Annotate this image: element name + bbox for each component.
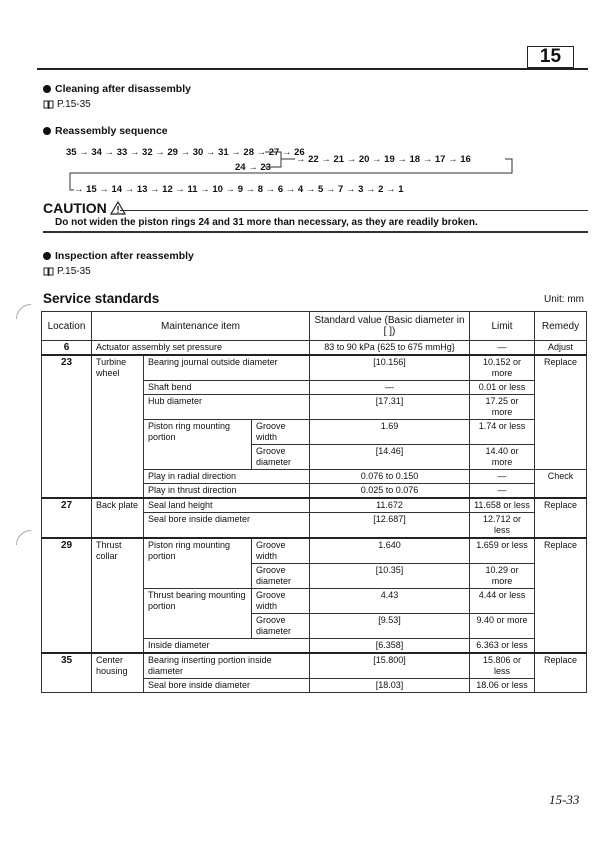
cell-subitem: Groove diameter [252,445,310,470]
cell-limit: 10.29 or more [470,564,535,589]
cell-limit: 17.25 or more [470,395,535,420]
caution-title: CAUTION [43,200,107,216]
header-limit: Limit [470,312,535,341]
sequence-line-3: → 15 → 14 → 13 → 12 → 11 → 10 → 9 → 8 → 6 → 4 → 5 → 7 → 3 → 2 → 1 [74,184,404,195]
cell-limit: 9.40 or more [470,614,535,639]
cell-standard: 83 to 90 kPa {625 to 675 mmHg} [310,341,470,356]
cell-limit: — [470,470,535,484]
warning-triangle-icon [110,201,126,215]
cell-item: Seal bore inside diameter [144,513,310,539]
cell-limit: 4.44 or less [470,589,535,614]
page-number: 15-33 [549,792,580,807]
cell-limit: 14.40 or more [470,445,535,470]
cell-part: Thrust collar [92,538,144,653]
cell-standard: 4.43 [310,589,470,614]
inspection-ref[interactable] [43,266,91,277]
cell-location: 6 [42,341,92,356]
cell-item: Bearing journal outside diameter [144,355,310,381]
cell-subitem: Groove width [252,420,310,445]
cell-subitem: Groove width [252,589,310,614]
cell-limit: — [470,341,535,356]
cell-subitem: Groove diameter [252,614,310,639]
unit-label: Unit: mm [544,294,584,305]
cell-location: 29 [42,538,92,653]
cell-item: Thrust bearing mounting portion [144,589,252,639]
sequence-line-1b: 24 → 23 [235,162,271,173]
cell-item: Actuator assembly set pressure [92,341,310,356]
inspection-title: Inspection after reassembly [55,250,194,262]
cell-location: 35 [42,653,92,693]
cell-item: Inside diameter [144,639,310,654]
cell-limit: 12.712 or less [470,513,535,539]
table-row [42,341,587,356]
cell-standard: [14.46] [310,445,470,470]
cell-item: Seal bore inside diameter [144,679,310,693]
cell-remedy: Check [535,470,587,499]
header-location: Location [42,312,92,341]
margin-mark [16,530,31,545]
cell-item: Bearing inserting portion inside diameter [144,653,310,679]
cell-remedy: Replace [535,653,587,693]
service-standards-title: Service standards [43,291,160,306]
table-header-row [42,312,587,341]
caution-text: Do not widen the piston rings 24 and 31 more than necessary, as they are readily broken. [55,217,478,228]
cell-limit: — [470,484,535,499]
cell-standard: [12.687] [310,513,470,539]
cleaning-title: Cleaning after disassembly [55,83,191,95]
cell-location: 27 [42,498,92,538]
cell-part: Turbine wheel [92,355,144,498]
cell-item: Play in thrust direction [144,484,310,499]
cleaning-heading [43,83,191,95]
cell-standard: [9.53] [310,614,470,639]
cell-remedy: Adjust [535,341,587,356]
caution-bottom-rule [43,231,588,233]
cell-standard: 0.025 to 0.076 [310,484,470,499]
cell-standard: [18.03] [310,679,470,693]
cell-standard: [15.800] [310,653,470,679]
cell-limit: 0.01 or less [470,381,535,395]
table-row [42,498,587,513]
inspection-ref-page[interactable]: P.15-35 [57,266,91,277]
cell-limit: 11.658 or less [470,498,535,513]
header-remedy: Remedy [535,312,587,341]
header-maintenance-item: Maintenance item [92,312,310,341]
cell-item: Hub diameter [144,395,310,420]
margin-mark [16,304,31,319]
cell-standard: [10.35] [310,564,470,589]
sequence-line-1: 35 → 34 → 33 → 32 → 29 → 30 → 31 → 28 → 27 → 26 [66,147,305,158]
cell-limit: 1.74 or less [470,420,535,445]
cell-remedy: Replace [535,355,587,470]
table-row [42,355,587,381]
cell-item: Play in radial direction [144,470,310,484]
cell-standard: 1.69 [310,420,470,445]
cell-limit: 6.363 or less [470,639,535,654]
cell-standard: 0.076 to 0.150 [310,470,470,484]
cell-limit: 18.06 or less [470,679,535,693]
cell-standard: [6.358] [310,639,470,654]
cell-remedy: Replace [535,538,587,653]
book-icon [43,100,54,109]
bullet-icon [43,85,51,93]
cell-remedy: Replace [535,498,587,538]
reassembly-title: Reassembly sequence [55,125,168,137]
cell-subitem: Groove width [252,538,310,564]
service-standards-table [41,311,587,693]
bullet-icon [43,127,51,135]
caution-top-rule [120,210,588,211]
cell-standard: — [310,381,470,395]
cleaning-ref[interactable] [43,99,91,110]
inspection-heading [43,250,194,262]
cell-standard: 11.672 [310,498,470,513]
cell-standard: 1.640 [310,538,470,564]
cell-item: Shaft bend [144,381,310,395]
caution-heading [43,200,126,216]
cell-location: 23 [42,355,92,498]
sequence-line-2: → 22 → 21 → 20 → 19 → 18 → 17 → 16 [296,154,471,165]
cell-standard: [17.31] [310,395,470,420]
table-row [42,538,587,564]
cell-standard: [10.156] [310,355,470,381]
cell-item: Piston ring mounting portion [144,420,252,470]
header-rule [37,68,588,70]
cell-item: Piston ring mounting portion [144,538,252,589]
cell-limit: 15.806 or less [470,653,535,679]
cell-part: Center housing [92,653,144,693]
reassembly-heading [43,125,168,137]
header-standard-value: Standard value (Basic diameter in [ ]) [310,312,470,341]
cell-subitem: Groove diameter [252,564,310,589]
bullet-icon [43,252,51,260]
chapter-number-box: 15 [527,46,574,68]
cell-limit: 10.152 or more [470,355,535,381]
book-icon [43,267,54,276]
cell-item: Seal land height [144,498,310,513]
cell-limit: 1.659 or less [470,538,535,564]
cell-part: Back plate [92,498,144,538]
cleaning-ref-page[interactable]: P.15-35 [57,99,91,110]
table-row [42,653,587,679]
